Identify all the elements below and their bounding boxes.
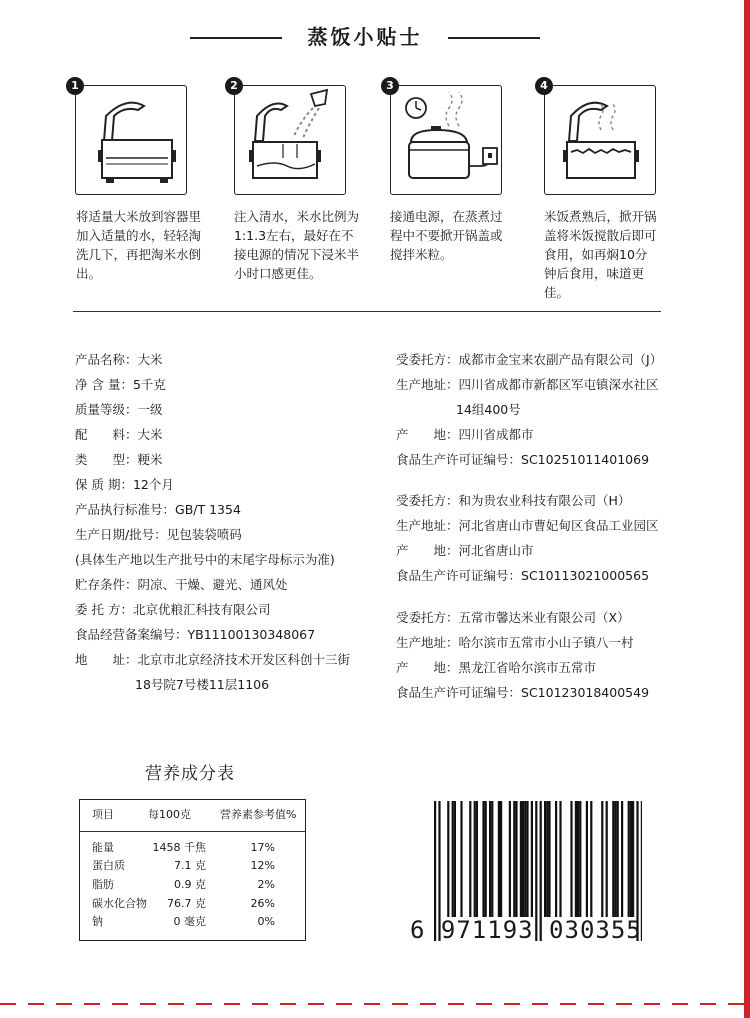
filing-value: YB11100130348067	[187, 627, 316, 642]
address-value-line-2: 18号院7号楼11层1106	[135, 677, 270, 692]
nutrient-amount: 7.1 克	[174, 859, 206, 872]
step-1-text: 将适量大米放到容器里加入适量的水，轻轻淘洗几下，再把淘米水倒出。	[76, 209, 202, 281]
producer-2-trustee-label: 受委托方：	[396, 493, 459, 508]
barcode-bar	[559, 801, 561, 917]
barcode-bar	[614, 801, 616, 917]
nutrient-amount: 1458 千焦	[152, 841, 206, 854]
barcode-bar	[520, 801, 522, 917]
producer-2-address-row	[396, 517, 659, 535]
barcode-bar	[612, 801, 614, 917]
net-content-value: 5千克	[132, 377, 166, 392]
barcode-bar	[601, 801, 603, 917]
producer-1-license-row	[396, 451, 649, 469]
barcode-bar	[513, 801, 515, 917]
barcode-bar	[590, 801, 592, 917]
step-1-number: 1	[66, 77, 84, 95]
producer-3-origin-row	[396, 659, 596, 677]
producer-2-origin-row	[396, 542, 534, 560]
client-label: 委 托 方：	[75, 602, 133, 617]
barcode-bar	[632, 801, 634, 917]
filing-label: 食品经营备案编号：	[75, 627, 188, 642]
section-divider	[73, 311, 661, 312]
origin-note: (具体生产地以生产批号中的末尾字母标示为准)	[75, 552, 335, 567]
grade-value: 一级	[137, 402, 163, 417]
producer-3-address-label: 生产地址：	[396, 635, 459, 650]
net-content-label: 净 含 量：	[75, 377, 133, 392]
rice-washing-icon	[76, 86, 188, 196]
address-row	[75, 651, 350, 669]
producer-2-license-value: SC10113021000565	[521, 568, 650, 583]
barcode-bar	[531, 801, 533, 917]
step-4-number: 4	[535, 77, 553, 95]
producer-1-trustee-value: 成都市金宝来农副产品有限公司（J）	[458, 352, 663, 367]
producer-1-trustee-row	[396, 351, 662, 369]
producer-3-license-row	[396, 684, 649, 702]
address-value-line-1: 北京市北京经济技术开发区科创十三街	[137, 652, 351, 667]
filing-row	[75, 626, 315, 644]
nutrition-header-nrv: 营养素参考值%	[220, 808, 297, 821]
barcode-bar	[575, 801, 577, 917]
producer-1-address-line-1: 四川省成都市新都区军屯镇深水社区	[458, 377, 659, 392]
grade-label: 质量等级：	[75, 402, 138, 417]
nutrient-amount: 0.9 克	[174, 878, 206, 891]
nutrient-name: 钠	[92, 915, 103, 928]
producer-1-trustee-label: 受委托方：	[396, 352, 459, 367]
nutrition-header-per100: 每100克	[148, 808, 191, 821]
barcode-bar	[586, 801, 588, 917]
type-row	[75, 451, 163, 469]
producer-1-address-row	[396, 376, 659, 394]
nutrient-name: 碳水化合物	[92, 897, 147, 910]
producer-1-origin-value: 四川省成都市	[458, 427, 534, 442]
producer-3-origin-value: 黑龙江省哈尔滨市五常市	[458, 660, 597, 675]
title-line-right	[448, 37, 540, 39]
barcode-bar	[515, 801, 517, 917]
producer-3-trustee-row	[396, 609, 630, 627]
barcode-bar	[474, 801, 476, 917]
red-edge-stripe	[744, 0, 750, 1018]
barcode-number: 6 971193 030355	[410, 916, 642, 944]
producer-2-origin-label: 产 地：	[396, 543, 459, 558]
shelf-life-label: 保 质 期：	[75, 477, 133, 492]
barcode-bar	[544, 801, 546, 917]
producer-3-origin-label: 产 地：	[396, 660, 459, 675]
producer-2-origin-value: 河北省唐山市	[458, 543, 534, 558]
standard-value: GB/T 1354	[175, 502, 241, 517]
barcode-bar	[485, 801, 487, 917]
client-row	[75, 601, 270, 619]
production-date-label: 生产日期/批号：	[75, 527, 167, 542]
producer-2-license-label: 食品生产许可证编号：	[396, 568, 522, 583]
nutrient-name: 脂肪	[92, 878, 114, 891]
nutrient-nrv: 2%	[257, 878, 275, 891]
barcode-bar	[498, 801, 500, 917]
barcode-bar	[621, 801, 623, 917]
step-3-text: 接通电源，在蒸煮过程中不要掀开锅盖或搅拌米粒。	[390, 209, 503, 262]
product-name-row	[75, 351, 163, 369]
barcode-bar	[570, 801, 572, 917]
step-2-number: 2	[225, 77, 243, 95]
nutrition-header-item: 项目	[92, 808, 114, 821]
add-water-icon	[235, 86, 347, 196]
nutrient-amount: 76.7 克	[167, 897, 206, 910]
producer-2-license-row	[396, 567, 649, 585]
barcode-bar	[482, 801, 484, 917]
nutrition-title: 营养成分表	[145, 764, 235, 784]
ingredient-value: 大米	[137, 427, 163, 442]
product-name-value: 大米	[137, 352, 163, 367]
ingredient-row	[75, 426, 163, 444]
step-2-card	[234, 85, 346, 195]
storage-row	[75, 576, 288, 594]
barcode-bar	[526, 801, 528, 917]
producer-3-license-label: 食品生产许可证编号：	[396, 685, 522, 700]
barcode-bar	[630, 801, 632, 917]
nutrition-table	[79, 799, 306, 941]
ingredient-label: 配 料：	[75, 427, 138, 442]
tips-title-row	[190, 22, 540, 52]
step-3-card	[390, 85, 502, 195]
barcode-bar	[524, 801, 526, 917]
nutrient-name: 蛋白质	[92, 859, 125, 872]
nutrient-nrv: 0%	[257, 915, 275, 928]
barcode-bar	[628, 801, 630, 917]
storage-value: 阴凉、干燥、避光、通风处	[137, 577, 288, 592]
shelf-life-value: 12个月	[132, 477, 174, 492]
step-1-card	[75, 85, 187, 195]
producer-1-address-line-2: 14组400号	[456, 402, 521, 417]
barcode-bar	[546, 801, 548, 917]
standard-label: 产品执行标准号：	[75, 502, 176, 517]
client-value: 北京优粮汇科技有限公司	[132, 602, 271, 617]
shelf-life-row	[75, 476, 174, 494]
barcode-bar	[447, 801, 449, 917]
product-name-label: 产品名称：	[75, 352, 138, 367]
producer-3-license-value: SC10123018400549	[521, 685, 650, 700]
type-label: 类 型：	[75, 452, 138, 467]
standard-row	[75, 501, 241, 519]
nutrient-nrv: 12%	[250, 859, 275, 872]
barcode-bar	[522, 801, 524, 917]
nutrient-nrv: 26%	[250, 897, 275, 910]
net-content-row	[75, 376, 166, 394]
address-label: 地 址：	[75, 652, 138, 667]
step-2-text: 注入清水，米水比例为1:1.3左右，最好在不接电源的情况下浸米半小时口感更佳。	[234, 209, 360, 281]
barcode-bar	[491, 801, 493, 917]
red-dashed-border	[0, 1003, 744, 1005]
nutrient-name: 能量	[92, 841, 114, 854]
producer-1-license-value: SC10251011401069	[521, 452, 650, 467]
producer-1-origin-label: 产 地：	[396, 427, 459, 442]
producer-2-address-label: 生产地址：	[396, 518, 459, 533]
type-value: 粳米	[137, 452, 163, 467]
production-date-value: 见包装袋喷码	[166, 527, 242, 542]
producer-1-origin-row	[396, 426, 534, 444]
barcode-bar	[548, 801, 550, 917]
barcode-bar	[577, 801, 579, 917]
producer-3-trustee-value: 五常市馨达米业有限公司（X）	[458, 610, 630, 625]
producer-3-address-value: 哈尔滨市五常市小山子镇八一村	[458, 635, 634, 650]
barcode-bar	[500, 801, 502, 917]
barcode-bar	[579, 801, 581, 917]
barcode-bar	[476, 801, 478, 917]
barcode-bar	[606, 801, 608, 917]
producer-2-address-value: 河北省唐山市曹妃甸区食品工业园区	[458, 518, 659, 533]
barcode-bar	[454, 801, 456, 917]
storage-label: 贮存条件：	[75, 577, 138, 592]
barcode-bar	[617, 801, 619, 917]
barcode-bar	[509, 801, 511, 917]
barcode-bar	[469, 801, 471, 917]
step-3-number: 3	[381, 77, 399, 95]
nutrient-nrv: 17%	[250, 841, 275, 854]
nutrient-amount: 0 毫克	[173, 915, 206, 928]
cooked-rice-icon	[545, 86, 657, 196]
producer-2-trustee-row	[396, 492, 630, 510]
producer-2-trustee-value: 和为贵农业科技有限公司（H）	[458, 493, 631, 508]
barcode-bar	[555, 801, 557, 917]
tips-title: 蒸饭小贴士	[307, 25, 423, 49]
producer-3-trustee-label: 受委托方：	[396, 610, 459, 625]
production-date-row	[75, 526, 242, 544]
producer-3-address-row	[396, 634, 634, 652]
producer-1-license-label: 食品生产许可证编号：	[396, 452, 522, 467]
step-4-card	[544, 85, 656, 195]
barcode-bar	[460, 801, 462, 917]
rice-cooker-icon	[391, 86, 503, 196]
barcode-bar	[489, 801, 491, 917]
barcode-bar	[452, 801, 454, 917]
producer-1-address-label: 生产地址：	[396, 377, 459, 392]
step-4-text: 米饭煮熟后，掀开锅盖将米饭搅散后即可食用，如再焖10分钟后食用，味道更佳。	[544, 209, 657, 300]
grade-row	[75, 401, 163, 419]
nutrition-header-line	[80, 831, 305, 832]
